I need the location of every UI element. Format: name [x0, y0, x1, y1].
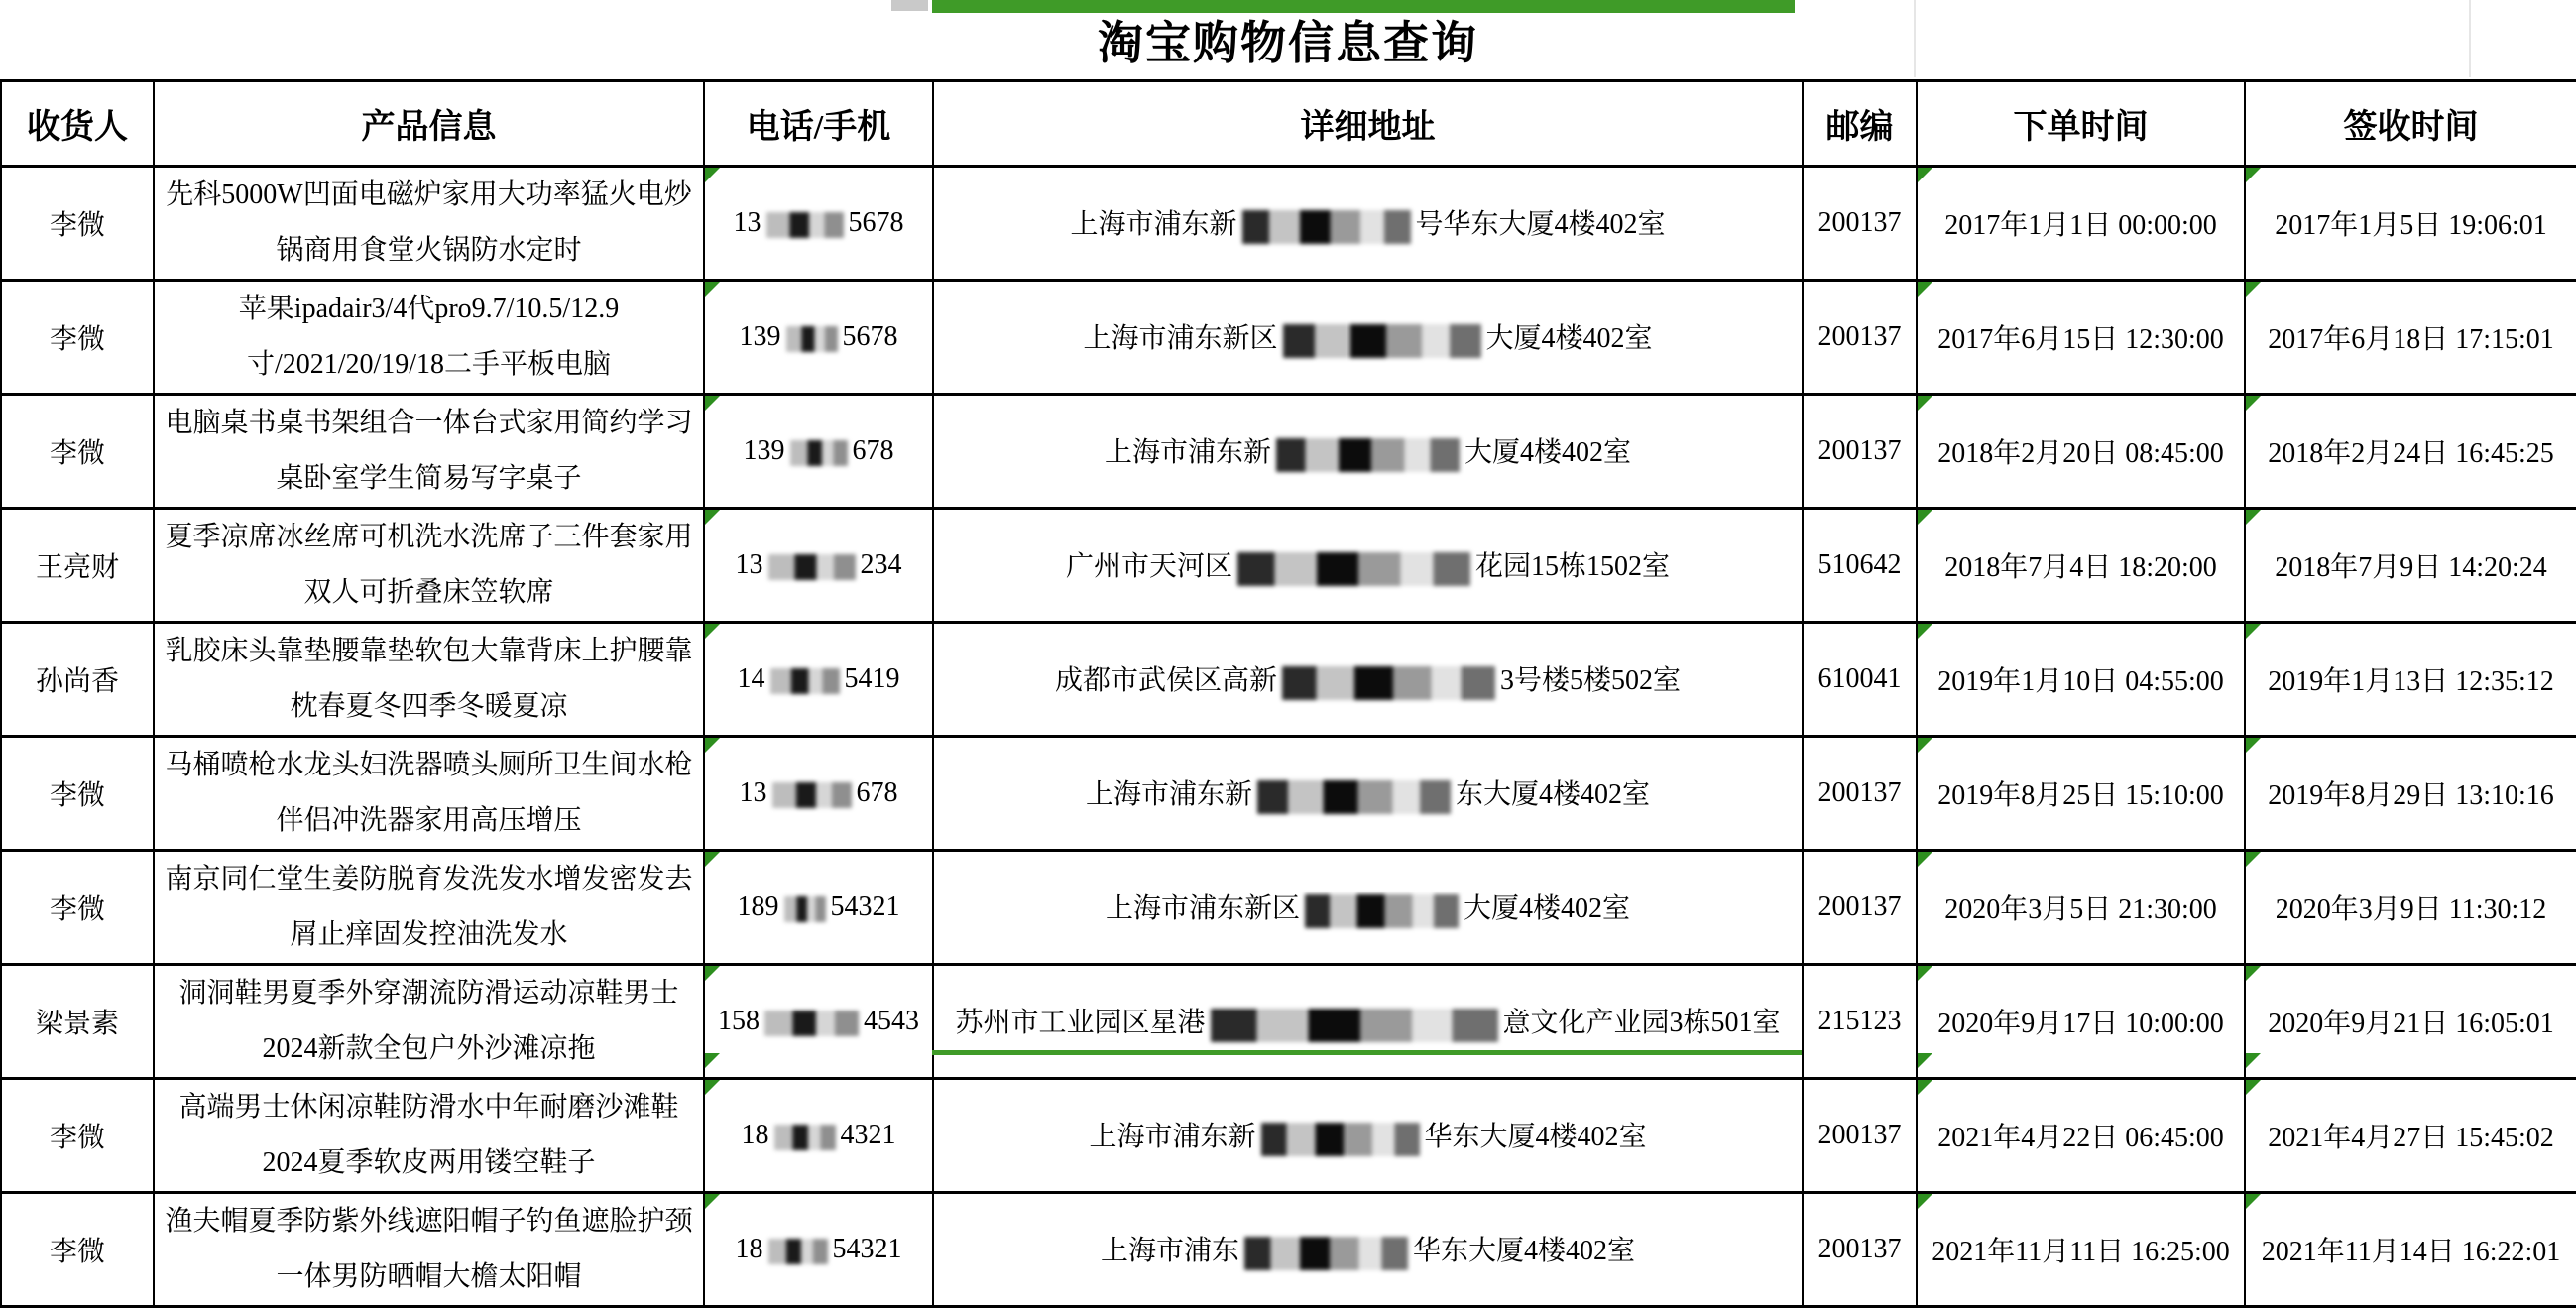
cell-postal-code[interactable]: 215123: [1803, 965, 1917, 1079]
redaction-blur: [768, 554, 856, 580]
cell-product[interactable]: 苹果ipadair3/4代pro9.7/10.5/12.9寸/2021/20/19/18二手平板电脑: [154, 281, 704, 395]
receipt-time-text: 2017年1月5日 19:06:01: [2275, 210, 2547, 241]
cell-order-time[interactable]: [1917, 395, 2245, 509]
phone-visible-suffix: 5678: [842, 321, 898, 352]
order-time-text: 2021年4月22日 06:45:00: [1937, 1123, 2224, 1153]
cell-order-time[interactable]: [1917, 965, 2245, 1079]
text-format-flag-icon: [1918, 282, 1932, 297]
text-format-flag-icon: [1918, 738, 1932, 753]
cell-order-time[interactable]: [1917, 623, 2245, 737]
phone-visible-prefix: 13: [735, 549, 763, 580]
page-title: 淘宝购物信息查询: [1098, 18, 1478, 68]
cell-address[interactable]: [933, 1193, 1803, 1307]
table-row: [1, 965, 2576, 1079]
cell-phone[interactable]: [704, 623, 933, 737]
cell-product[interactable]: 先科5000W凹面电磁炉家用大功率猛火电炒锅商用食堂火锅防水定时: [154, 167, 704, 281]
receipt-time-text: 2020年9月21日 16:05:01: [2268, 1009, 2554, 1039]
cell-address[interactable]: [933, 851, 1803, 965]
text-format-flag-icon: [705, 966, 720, 981]
col-header-product[interactable]: 产品信息: [154, 81, 704, 167]
receipt-time-text: 2021年4月27日 15:45:02: [2268, 1123, 2554, 1153]
scroll-remnant-chip: [891, 0, 928, 11]
text-format-flag-icon: [2246, 852, 2261, 867]
col-header-order-time[interactable]: 下单时间: [1917, 81, 2245, 167]
text-format-flag-icon: [1918, 624, 1932, 639]
phone-visible-prefix: 13: [739, 777, 767, 808]
address-visible-prefix: 上海市浦东新区: [1105, 893, 1300, 925]
col-header-phone[interactable]: 电话/手机: [704, 81, 933, 167]
sheet-gridline: [1914, 0, 1916, 77]
redaction-blur: [1282, 666, 1495, 700]
address-visible-suffix: 3号楼5楼502室: [1500, 665, 1682, 697]
redaction-blur: [1261, 1123, 1420, 1156]
cell-product[interactable]: 渔夫帽夏季防紫外线遮阳帽子钓鱼遮脸护颈一体男防晒帽大檐太阳帽: [154, 1193, 704, 1307]
redaction-blur: [1305, 894, 1459, 928]
cell-product[interactable]: 南京同仁堂生姜防脱育发洗发水增发密发去屑止痒固发控油洗发水: [154, 851, 704, 965]
cell-address[interactable]: [933, 167, 1803, 281]
redaction-blur: [1283, 324, 1481, 358]
cell-receipt-time[interactable]: [2245, 281, 2576, 395]
table-row: [1, 1193, 2576, 1307]
receipt-time-text: 2018年2月24日 16:45:25: [2268, 438, 2554, 469]
address-visible-suffix: 花园15栋1502室: [1475, 551, 1671, 583]
text-format-flag-icon: [705, 282, 720, 297]
cell-product[interactable]: 洞洞鞋男夏季外穿潮流防滑运动凉鞋男士2024新款全包户外沙滩凉拖: [154, 965, 704, 1079]
cell-recipient[interactable]: 李微: [1, 395, 154, 509]
text-format-flag-icon: [705, 1080, 720, 1095]
table-row: [1, 167, 2576, 281]
cell-phone[interactable]: [704, 965, 933, 1079]
cell-order-time[interactable]: [1917, 1079, 2245, 1193]
cell-postal-code[interactable]: 200137: [1803, 395, 1917, 509]
cell-receipt-time[interactable]: [2245, 509, 2576, 623]
cell-address[interactable]: [933, 395, 1803, 509]
redaction-blur: [1237, 552, 1470, 586]
redaction-blur: [772, 782, 852, 808]
column-selection-top-border: [932, 0, 1795, 13]
address-visible-suffix: 华东大厦4楼402室: [1413, 1236, 1636, 1267]
cell-phone[interactable]: [704, 395, 933, 509]
text-format-flag-icon: [1918, 396, 1932, 411]
cell-recipient[interactable]: 李微: [1, 167, 154, 281]
address-visible-suffix: 意文化产业园3栋501室: [1502, 1008, 1781, 1039]
address-visible-suffix: 东大厦4楼402室: [1456, 779, 1651, 811]
text-format-flag-icon: [1918, 1053, 1932, 1068]
cell-product[interactable]: 夏季凉席冰丝席可机洗水洗席子三件套家用双人可折叠床笠软席: [154, 509, 704, 623]
text-format-flag-icon: [705, 624, 720, 639]
cell-phone[interactable]: [704, 281, 933, 395]
cell-order-time[interactable]: [1917, 851, 2245, 965]
col-header-postal[interactable]: 邮编: [1803, 81, 1917, 167]
order-time-text: 2018年2月20日 08:45:00: [1937, 438, 2224, 469]
cell-recipient[interactable]: 李微: [1, 851, 154, 965]
cell-postal-code[interactable]: 200137: [1803, 737, 1917, 851]
address-visible-suffix: 大厦4楼402室: [1464, 893, 1631, 925]
redaction-blur: [1211, 1009, 1498, 1042]
address-visible-prefix: 苏州市工业园区星港: [955, 1008, 1206, 1039]
cell-order-time[interactable]: [1917, 737, 2245, 851]
redaction-blur: [1242, 210, 1411, 244]
cell-receipt-time[interactable]: [2245, 851, 2576, 965]
table-row: [1, 281, 2576, 395]
cell-phone[interactable]: [704, 1193, 933, 1307]
order-time-text: 2020年9月17日 10:00:00: [1937, 1009, 2224, 1039]
cell-receipt-time[interactable]: [2245, 395, 2576, 509]
cell-product[interactable]: 电脑桌书桌书架组合一体台式家用简约学习桌卧室学生简易写字桌子: [154, 395, 704, 509]
receipt-time-text: 2018年7月9日 14:20:24: [2275, 552, 2547, 583]
address-visible-prefix: 上海市浦东新区: [1083, 323, 1278, 355]
cell-recipient[interactable]: 王亮财: [1, 509, 154, 623]
phone-visible-suffix: 4543: [864, 1006, 919, 1036]
cell-phone[interactable]: [704, 1079, 933, 1193]
cell-order-time[interactable]: [1917, 167, 2245, 281]
address-visible-prefix: 上海市浦东新: [1085, 779, 1252, 811]
cell-postal-code[interactable]: 200137: [1803, 1193, 1917, 1307]
order-time-text: 2020年3月5日 21:30:00: [1944, 894, 2217, 925]
table-row: [1, 395, 2576, 509]
cell-postal-code[interactable]: 200137: [1803, 1079, 1917, 1193]
text-format-flag-icon: [2246, 1194, 2261, 1209]
receipt-time-text: 2019年1月13日 12:35:12: [2268, 666, 2554, 697]
address-visible-prefix: 广州市天河区: [1065, 551, 1232, 583]
text-format-flag-icon: [705, 1194, 720, 1209]
col-header-recipient[interactable]: 收货人: [1, 81, 154, 167]
redaction-blur: [768, 1239, 828, 1264]
order-time-text: 2019年1月10日 04:55:00: [1937, 666, 2224, 697]
cell-postal-code[interactable]: 200137: [1803, 851, 1917, 965]
phone-visible-prefix: 158: [718, 1006, 760, 1036]
address-visible-prefix: 上海市浦东新: [1104, 437, 1271, 469]
text-format-flag-icon: [2246, 738, 2261, 753]
cell-recipient[interactable]: 梁景素: [1, 965, 154, 1079]
receipt-time-text: 2020年3月9日 11:30:12: [2275, 894, 2547, 925]
phone-visible-prefix: 139: [739, 321, 781, 352]
redaction-blur: [1276, 438, 1460, 472]
table-row: [1, 509, 2576, 623]
cell-receipt-time[interactable]: [2245, 167, 2576, 281]
text-format-flag-icon: [1918, 1080, 1932, 1095]
phone-visible-prefix: 139: [743, 435, 785, 466]
text-format-flag-icon: [2246, 510, 2261, 525]
cell-address[interactable]: [933, 623, 1803, 737]
text-format-flag-icon: [1918, 168, 1932, 182]
cell-order-time[interactable]: [1917, 1193, 2245, 1307]
address-visible-suffix: 大厦4楼402室: [1485, 323, 1653, 355]
receipt-time-text: 2019年8月29日 13:10:16: [2268, 780, 2554, 811]
cell-product[interactable]: 高端男士休闲凉鞋防滑水中年耐磨沙滩鞋2024夏季软皮两用镂空鞋子: [154, 1079, 704, 1193]
address-visible-prefix: 成都市武侯区高新: [1054, 665, 1277, 697]
address-visible-suffix: 大厦4楼402室: [1464, 437, 1632, 469]
cell-receipt-time[interactable]: [2245, 1193, 2576, 1307]
address-visible-prefix: 上海市浦东新: [1070, 209, 1237, 241]
text-format-flag-icon: [2246, 624, 2261, 639]
column-selection-bottom-border: [932, 1050, 1802, 1055]
text-format-flag-icon: [2246, 966, 2261, 981]
phone-visible-suffix: 234: [860, 549, 902, 580]
order-time-text: 2019年8月25日 15:10:00: [1937, 780, 2224, 811]
col-header-receipt-time[interactable]: 签收时间: [2245, 81, 2576, 167]
cell-phone[interactable]: [704, 737, 933, 851]
address-visible-prefix: 上海市浦东新: [1089, 1122, 1256, 1153]
redaction-blur: [774, 1125, 836, 1150]
order-time-text: 2017年1月1日 00:00:00: [1944, 210, 2217, 241]
cell-postal-code[interactable]: 200137: [1803, 281, 1917, 395]
phone-visible-suffix: 54321: [830, 892, 900, 922]
phone-visible-prefix: 13: [733, 207, 761, 238]
text-format-flag-icon: [705, 168, 720, 182]
text-format-flag-icon: [2246, 282, 2261, 297]
redaction-blur: [766, 212, 844, 238]
cell-recipient[interactable]: 李微: [1, 1193, 154, 1307]
text-format-flag-icon: [705, 738, 720, 753]
text-format-flag-icon: [2246, 168, 2261, 182]
cell-order-time[interactable]: [1917, 281, 2245, 395]
cell-address[interactable]: [933, 281, 1803, 395]
address-visible-suffix: 号华东大厦4楼402室: [1415, 209, 1666, 241]
phone-visible-prefix: 18: [735, 1234, 763, 1264]
phone-visible-suffix: 5419: [844, 663, 900, 694]
cell-product[interactable]: 马桶喷枪水龙头妇洗器喷头厕所卫生间水枪伴侣冲洗器家用高压增压: [154, 737, 704, 851]
cell-receipt-time[interactable]: [2245, 623, 2576, 737]
text-format-flag-icon: [2246, 1080, 2261, 1095]
table-row: [1, 1079, 2576, 1193]
cell-phone[interactable]: [704, 167, 933, 281]
text-format-flag-icon: [705, 852, 720, 867]
phone-visible-suffix: 678: [856, 777, 898, 808]
phone-visible-suffix: 5678: [848, 207, 904, 238]
table-row: [1, 851, 2576, 965]
header-row: [1, 81, 2576, 167]
order-time-text: 2017年6月15日 12:30:00: [1937, 324, 2224, 355]
receipt-time-text: 2017年6月18日 17:15:01: [2268, 324, 2554, 355]
cell-recipient[interactable]: 李微: [1, 1079, 154, 1193]
text-format-flag-icon: [1918, 852, 1932, 867]
phone-visible-suffix: 678: [852, 435, 894, 466]
cell-order-time[interactable]: [1917, 509, 2245, 623]
cell-postal-code[interactable]: 510642: [1803, 509, 1917, 623]
redaction-blur: [784, 896, 826, 922]
cell-address[interactable]: [933, 965, 1803, 1079]
text-format-flag-icon: [1918, 966, 1932, 981]
address-visible-prefix: 上海市浦东: [1100, 1236, 1239, 1267]
order-time-text: 2018年7月4日 18:20:00: [1944, 552, 2217, 583]
cell-receipt-time[interactable]: [2245, 1079, 2576, 1193]
cell-phone[interactable]: [704, 509, 933, 623]
col-header-address[interactable]: 详细地址: [933, 81, 1803, 167]
text-format-flag-icon: [1918, 510, 1932, 525]
redaction-blur: [764, 1011, 859, 1036]
text-format-flag-icon: [1918, 1194, 1932, 1209]
cell-address[interactable]: [933, 509, 1803, 623]
text-format-flag-icon: [705, 510, 720, 525]
phone-visible-prefix: 14: [737, 663, 765, 694]
sheet-gridline: [2469, 0, 2471, 77]
phone-visible-prefix: 18: [741, 1120, 769, 1150]
text-format-flag-icon: [2246, 1053, 2261, 1068]
text-format-flag-icon: [2246, 396, 2261, 411]
order-time-text: 2021年11月11日 16:25:00: [1932, 1237, 2230, 1267]
cell-postal-code[interactable]: 200137: [1803, 167, 1917, 281]
text-format-flag-icon: [705, 1053, 720, 1068]
cell-recipient[interactable]: 李微: [1, 737, 154, 851]
cell-address[interactable]: [933, 737, 1803, 851]
address-visible-suffix: 华东大厦4楼402室: [1424, 1122, 1647, 1153]
redaction-blur: [770, 668, 840, 694]
redaction-blur: [1257, 780, 1451, 814]
redaction-blur: [786, 326, 838, 352]
cell-recipient[interactable]: 李微: [1, 281, 154, 395]
cell-address[interactable]: [933, 1079, 1803, 1193]
table-row: [1, 737, 2576, 851]
receipt-time-text: 2021年11月14日 16:22:01: [2261, 1237, 2561, 1267]
cell-receipt-time[interactable]: [2245, 965, 2576, 1079]
phone-visible-prefix: 189: [737, 892, 779, 922]
cell-recipient[interactable]: 孙尚香: [1, 623, 154, 737]
cell-postal-code[interactable]: 610041: [1803, 623, 1917, 737]
cell-product[interactable]: 乳胶床头靠垫腰靠垫软包大靠背床上护腰靠枕春夏冬四季冬暖夏凉: [154, 623, 704, 737]
phone-visible-suffix: 4321: [840, 1120, 896, 1150]
redaction-blur: [790, 440, 848, 466]
cell-phone[interactable]: [704, 851, 933, 965]
order-table: [0, 79, 2576, 1308]
text-format-flag-icon: [705, 396, 720, 411]
table-row: [1, 623, 2576, 737]
redaction-blur: [1244, 1237, 1408, 1270]
phone-visible-suffix: 54321: [832, 1234, 902, 1264]
cell-receipt-time[interactable]: [2245, 737, 2576, 851]
